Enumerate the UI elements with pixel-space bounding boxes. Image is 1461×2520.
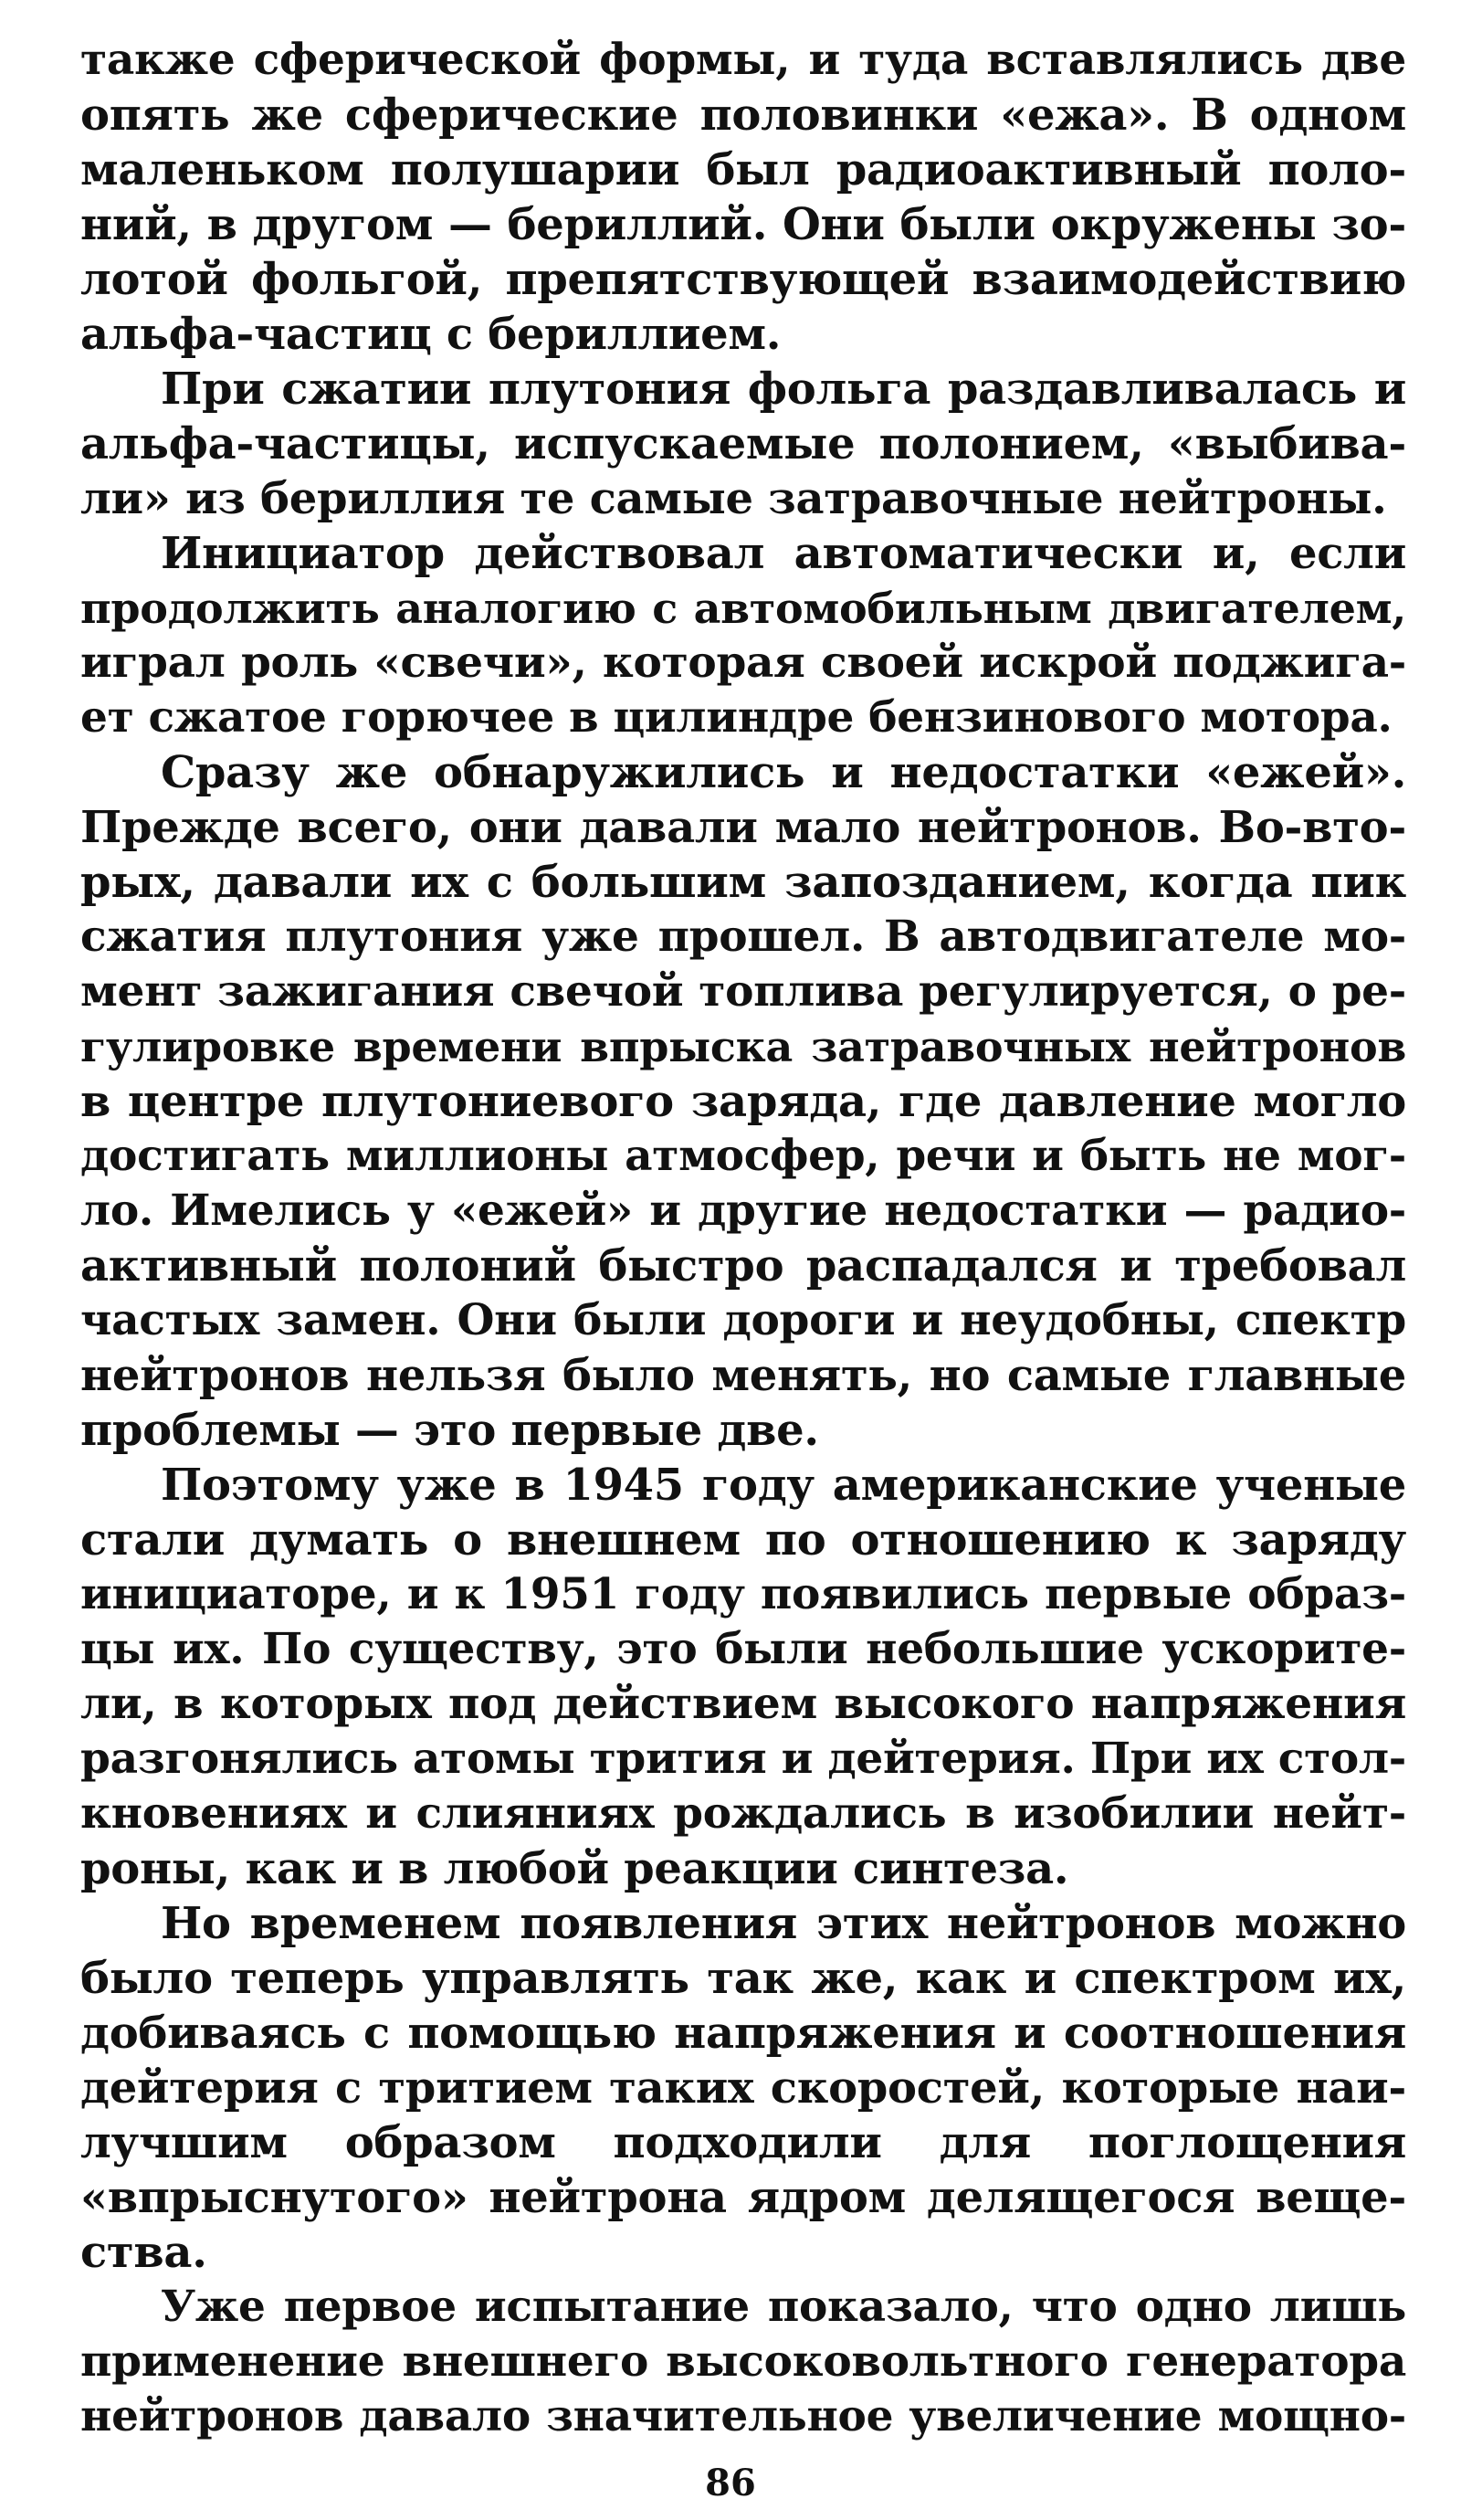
text-line: также сферической формы, и туда вставлялись две [80,35,1406,85]
text-line: Уже первое испытание показало, что одно лишь [161,2282,1406,2332]
page-number: 86 [705,2462,756,2504]
text-line: кновениях и слияниях рождались в изобилии нейт- [80,1788,1406,1839]
text-line: дейтерия с тритием таких скоростей, которые наи- [80,2062,1406,2114]
text-line: альфа-частиц с бериллием. [80,309,782,360]
text-line: частых замен. Они были дороги и неудобны, спектр [80,1295,1406,1345]
text-line: Инициатор действовал автоматически и, если [161,528,1406,579]
text-line: Но временем появления этих нейтронов можно [161,1898,1406,1949]
text-line: альфа-частицы, испускаемые полонием, «выбива- [80,418,1406,469]
text-line: продолжить аналогию с автомобильным двигателем, [80,584,1406,633]
text-line: опять же сферические половинки «ежа». В одном [80,90,1406,141]
text-line: ли, в которых под действием высокого напряжения [80,1679,1406,1729]
text-line: При сжатии плутония фольга раздавливалась и [161,364,1406,415]
text-line: ло. Имелись у «ежей» и другие недостатки — радио- [80,1186,1406,1236]
text-line: гулировке времени впрыска затравочных нейтронов [80,1022,1406,1071]
text-line: роны, как и в любой реакции синтеза. [80,1843,1069,1894]
text-line: достигать миллионы атмосфер, речи и быть не мог- [80,1131,1406,1181]
text-line: Прежде всего, они давали мало нейтронов. Во-вто- [80,802,1406,853]
text-line: активный полоний быстро распадался и требовал [80,1240,1406,1292]
text-line: лотой фольгой, препятствующей взаимодействию [80,254,1406,305]
body-text [80,33,1406,2444]
text-line: инициаторе, и к 1951 году появились первые образ- [80,1569,1406,1619]
text-line: применение внешнего высоковольтного генератора [80,2336,1406,2387]
text-line: Поэтому уже в 1945 году американские ученые [161,1460,1406,1511]
text-line: цы их. По существу, это были небольшие ускорите- [80,1624,1406,1674]
text-line: «впрыснутого» нейтрона ядром делящегося веще- [80,2172,1406,2223]
text-line: нейтронов давало значительное увеличение мощно- [80,2391,1406,2441]
text-line: ства. [80,2227,207,2278]
text-line: играл роль «свечи», которая своей искрой поджига- [80,638,1406,688]
text-line: добиваясь с помощью напряжения и соотношения [80,2008,1406,2059]
text-line: лучшим образом подходили для поглощения [80,2117,1406,2168]
text-line: в центре плутониевого заряда, где давление могло [80,1076,1406,1127]
text-line: ет сжатое горючее в цилиндре бензинового мотора. [80,692,1393,743]
text-line: было теперь управлять так же, как и спектром их, [80,1953,1406,2004]
text-line: сжатия плутония уже прошел. В автодвигателе мо- [80,912,1406,962]
text-line: ли» из бериллия те самые затравочные нейтроны. [80,473,1387,524]
text-line: разгонялись атомы трития и дейтерия. При их стол- [80,1734,1406,1784]
text-line: проблемы — это первые две. [80,1405,819,1456]
text-line: рых, давали их с большим запозданием, когда пик [80,857,1406,908]
text-line: ний, в другом — бериллий. Они были окружены зо- [80,199,1406,250]
text-line: маленьком полушарии был радиоактивный поло- [80,144,1406,195]
text-line: Сразу же обнаружились и недостатки «ежей». [161,747,1406,798]
text-line: стали думать о внешнем по отношению к заряду [80,1514,1406,1566]
text-line: мент зажигания свечой топлива регулируется, о ре- [80,966,1406,1017]
text-line: нейтронов нельзя было менять, но самые главные [80,1350,1406,1401]
